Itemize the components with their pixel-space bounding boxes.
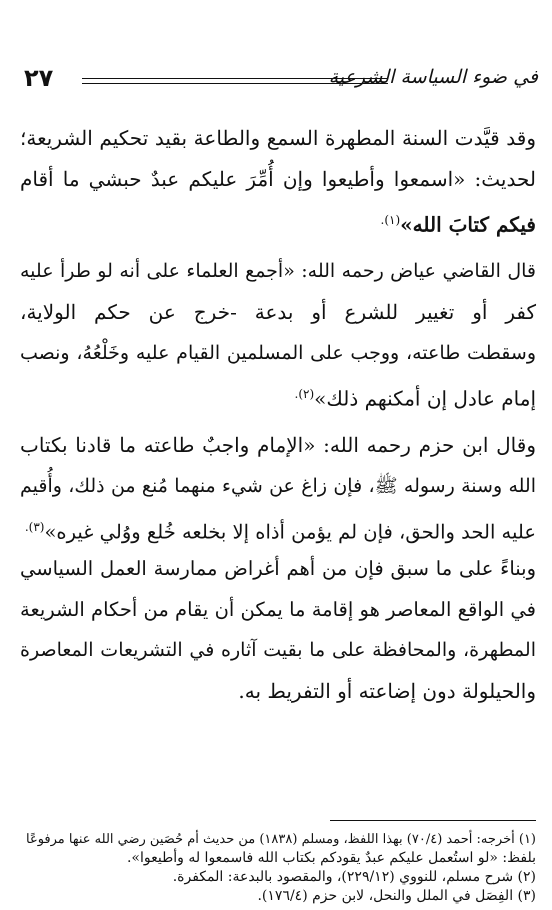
footnote-line: (٣) الفِصَل في الملل والنحل، لابن حزم (١٧٦/٤). — [257, 888, 536, 904]
text-line — [20, 507, 536, 548]
text-line: كفر أو تغيير للشرع أو بدعة -خرج عن حكم الولاية، — [20, 300, 536, 324]
page-number: ٢٧ — [24, 64, 54, 92]
quote-end: إمام عادل إن أمكنهم ذلك» — [314, 386, 536, 411]
text-line: في الواقع المعاصر هو إقامة ما يمكن أن يقام من أحكام الشريعة — [20, 598, 536, 621]
header-rule — [82, 83, 388, 84]
running-title: في ضوء السياسة الشرعية — [328, 66, 538, 88]
text-line: والحيلولة دون إضاعته أو التفريط به. — [238, 679, 536, 703]
quote-end: عليه الحد والحق، فإن لم يؤمن أذاه إلا بخلعه خُلع ووُلي غيره» — [44, 520, 536, 544]
text-line: وسقطت طاعته، ووجب على المسلمين القيام عليه وخَلْعُهُ، ونصب — [20, 342, 536, 364]
text-line: وقال ابن حزم رحمه الله: «الإمام واجبٌ طاعته ما قادنا بكتاب — [20, 433, 536, 457]
footnote-ref: (٣). — [24, 520, 45, 534]
page-header — [20, 64, 538, 100]
hadith-text: فيكم كتابَ الله» — [400, 212, 536, 237]
text-line: قال القاضي عياض رحمه الله: «أجمع العلماء على أنه لو طرأ عليه — [20, 260, 536, 282]
footnote-ref: (٢). — [294, 387, 315, 401]
text-line: الله وسنة رسوله ﷺ، فإن زاغ عن شيء منهما مُنع من ذلك، وأُقيم — [20, 475, 536, 497]
text-line — [20, 200, 536, 241]
text-line: المطهرة، والمحافظة على ما بقيت آثاره في التشريعات المعاصرة — [20, 639, 536, 661]
header-rule — [82, 78, 388, 79]
footnote-line: بلفظ: «لو استُعمل عليكم عبدٌ يقودكم بكتاب الله فاسمعوا له وأطيعوا». — [126, 850, 536, 866]
footnote-ref: (١). — [380, 213, 401, 227]
footnotes — [16, 830, 536, 906]
text-line: لحديث: «اسمعوا وأطيعوا وإن أُمِّرَ عليكم عبدٌ حبشي ما أقام — [20, 167, 536, 191]
footnote-separator — [330, 820, 536, 821]
footnote-line: (٢) شرح مسلم، للنووي (٢٢٩/١٢)، والمقصود بالبدعة: المكفرة. — [172, 869, 536, 885]
text-line — [20, 374, 536, 415]
text-line: وبناءً على ما سبق فإن من أهم أغراض ممارسة العمل السياسي — [20, 557, 536, 580]
main-text — [20, 118, 536, 712]
text-line: وقد قيَّدت السنة المطهرة السمع والطاعة بقيد تحكيم الشريعة؛ — [20, 126, 536, 150]
footnote-line: (١) أخرجه: أحمد (٧٠/٤) بهذا اللفظ، ومسلم (١٨٣٨) من حديث أم حُصَين رضي الله عنها مرفوعًا — [25, 832, 536, 847]
